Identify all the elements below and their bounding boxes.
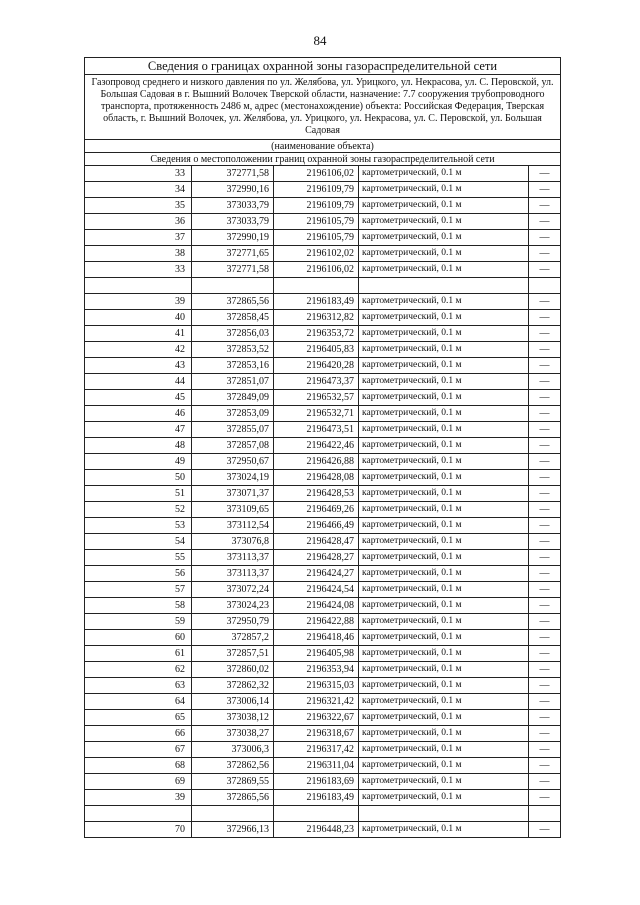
x-coordinate: 373112,54: [192, 518, 274, 534]
description-dash: —: [529, 566, 561, 582]
description-dash: —: [529, 198, 561, 214]
method-accuracy: картометрический, 0.1 м: [359, 342, 529, 358]
x-coordinate: 372857,2: [192, 630, 274, 646]
method-accuracy: картометрический, 0.1 м: [359, 646, 529, 662]
point-number: 33: [85, 166, 192, 182]
x-coordinate: 373006,14: [192, 694, 274, 710]
point-number: 55: [85, 550, 192, 566]
y-coordinate: 2196428,27: [274, 550, 359, 566]
location-caption: Сведения о местоположении границ охранной зоны газораспределительной сети: [85, 153, 561, 166]
table-row: [85, 694, 561, 710]
description-dash: —: [529, 534, 561, 550]
table-row: [85, 390, 561, 406]
table-row: [85, 246, 561, 262]
method-accuracy: картометрический, 0.1 м: [359, 198, 529, 214]
y-coordinate: 2196106,02: [274, 262, 359, 278]
y-coordinate: 2196405,83: [274, 342, 359, 358]
table-row: [85, 422, 561, 438]
point-number: 50: [85, 470, 192, 486]
method-accuracy: картометрический, 0.1 м: [359, 422, 529, 438]
description-dash: —: [529, 262, 561, 278]
y-coordinate: 2196353,72: [274, 326, 359, 342]
table-row: [85, 710, 561, 726]
description-dash: —: [529, 390, 561, 406]
table-row: [85, 166, 561, 182]
y-coordinate: 2196428,08: [274, 470, 359, 486]
x-coordinate: 372851,07: [192, 374, 274, 390]
description-dash: —: [529, 342, 561, 358]
point-number: 39: [85, 294, 192, 310]
description-dash: —: [529, 294, 561, 310]
x-coordinate: 373033,79: [192, 198, 274, 214]
table-row: [85, 262, 561, 278]
y-coordinate: 2196418,46: [274, 630, 359, 646]
method-accuracy: картометрический, 0.1 м: [359, 710, 529, 726]
point-number: 40: [85, 310, 192, 326]
description-dash: —: [529, 422, 561, 438]
point-number: 62: [85, 662, 192, 678]
x-coordinate: 372857,08: [192, 438, 274, 454]
y-coordinate: 2196322,67: [274, 710, 359, 726]
y-coordinate: [274, 806, 359, 822]
table-row: [85, 470, 561, 486]
description-dash: —: [529, 230, 561, 246]
table-row: [85, 182, 561, 198]
method-accuracy: картометрический, 0.1 м: [359, 326, 529, 342]
y-coordinate: 2196422,46: [274, 438, 359, 454]
description-dash: —: [529, 662, 561, 678]
point-number: 64: [85, 694, 192, 710]
object-name-caption: (наименование объекта): [85, 140, 561, 153]
table-row: [85, 630, 561, 646]
method-accuracy: картометрический, 0.1 м: [359, 310, 529, 326]
point-number: 45: [85, 390, 192, 406]
description-dash: —: [529, 454, 561, 470]
description-dash: —: [529, 710, 561, 726]
description-dash: —: [529, 678, 561, 694]
y-coordinate: 2196315,03: [274, 678, 359, 694]
x-coordinate: 372856,03: [192, 326, 274, 342]
description-dash: —: [529, 550, 561, 566]
y-coordinate: 2196422,88: [274, 614, 359, 630]
y-coordinate: 2196469,26: [274, 502, 359, 518]
method-accuracy: [359, 278, 529, 294]
point-number: 49: [85, 454, 192, 470]
description-dash: —: [529, 406, 561, 422]
table-row: [85, 598, 561, 614]
x-coordinate: 373024,19: [192, 470, 274, 486]
y-coordinate: 2196109,79: [274, 182, 359, 198]
x-coordinate: 372990,19: [192, 230, 274, 246]
y-coordinate: 2196428,53: [274, 486, 359, 502]
point-number: 58: [85, 598, 192, 614]
point-number: 66: [85, 726, 192, 742]
y-coordinate: 2196405,98: [274, 646, 359, 662]
description-dash: —: [529, 694, 561, 710]
point-number: 41: [85, 326, 192, 342]
x-coordinate: 372855,07: [192, 422, 274, 438]
x-coordinate: 372771,65: [192, 246, 274, 262]
x-coordinate: 373038,12: [192, 710, 274, 726]
description-dash: —: [529, 790, 561, 806]
x-coordinate: 372857,51: [192, 646, 274, 662]
description-dash: —: [529, 774, 561, 790]
table-row: [85, 502, 561, 518]
description-dash: —: [529, 214, 561, 230]
page-number: 84: [313, 33, 327, 48]
point-number: 44: [85, 374, 192, 390]
table-row: [85, 790, 561, 806]
x-coordinate: 372862,32: [192, 678, 274, 694]
y-coordinate: 2196106,02: [274, 166, 359, 182]
y-coordinate: 2196532,71: [274, 406, 359, 422]
x-coordinate: 372950,67: [192, 454, 274, 470]
table-row: [85, 310, 561, 326]
method-accuracy: картометрический, 0.1 м: [359, 566, 529, 582]
table-row: [85, 758, 561, 774]
method-accuracy: картометрический, 0.1 м: [359, 726, 529, 742]
point-number: 34: [85, 182, 192, 198]
table-title: Сведения о границах охранной зоны газораспределительной сети: [85, 58, 561, 75]
method-accuracy: картометрический, 0.1 м: [359, 742, 529, 758]
description-dash: —: [529, 182, 561, 198]
description-dash: —: [529, 614, 561, 630]
x-coordinate: 372990,16: [192, 182, 274, 198]
x-coordinate: 372771,58: [192, 166, 274, 182]
table-row: [85, 454, 561, 470]
point-number: 68: [85, 758, 192, 774]
method-accuracy: картометрический, 0.1 м: [359, 406, 529, 422]
table-row: [85, 406, 561, 422]
point-number: 37: [85, 230, 192, 246]
table-row: [85, 550, 561, 566]
point-number: 59: [85, 614, 192, 630]
table-row: [85, 230, 561, 246]
point-number: 56: [85, 566, 192, 582]
method-accuracy: картометрический, 0.1 м: [359, 774, 529, 790]
description-dash: —: [529, 518, 561, 534]
description-dash: —: [529, 726, 561, 742]
x-coordinate: 373113,37: [192, 550, 274, 566]
y-coordinate: 2196318,67: [274, 726, 359, 742]
table-row: [85, 742, 561, 758]
y-coordinate: 2196353,94: [274, 662, 359, 678]
table-row: [85, 566, 561, 582]
method-accuracy: картометрический, 0.1 м: [359, 550, 529, 566]
y-coordinate: 2196183,49: [274, 790, 359, 806]
x-coordinate: 373071,37: [192, 486, 274, 502]
y-coordinate: 2196105,79: [274, 214, 359, 230]
table-row: [85, 342, 561, 358]
table-row: [85, 646, 561, 662]
method-accuracy: картометрический, 0.1 м: [359, 502, 529, 518]
point-number: [85, 806, 192, 822]
y-coordinate: 2196448,23: [274, 822, 359, 838]
point-number: 60: [85, 630, 192, 646]
point-number: 33: [85, 262, 192, 278]
y-coordinate: 2196312,82: [274, 310, 359, 326]
y-coordinate: 2196321,42: [274, 694, 359, 710]
description-dash: —: [529, 646, 561, 662]
point-number: 39: [85, 790, 192, 806]
object-description: Газопровод среднего и низкого давления по ул. Желябова, ул. Урицкого, ул. Некрасова, ул. С. Перовской, ул. Большая Садовая в г. Вышний Волочек Тверской области, назначение: 7.7 сооружения трубопроводного транспорта, протяженность 2486 м, адрес (местонахождение) объекта: Российская Федерация, Тверская область, г. Вышний Волочек, ул. Желябова, ул. Урицкого, ул. Некрасова, ул. С. Перовской, ул. Большая Садовая: [85, 75, 561, 140]
x-coordinate: 372869,55: [192, 774, 274, 790]
x-coordinate: 372858,45: [192, 310, 274, 326]
y-coordinate: 2196317,42: [274, 742, 359, 758]
table-row: [85, 438, 561, 454]
y-coordinate: 2196424,08: [274, 598, 359, 614]
table-row: [85, 278, 561, 294]
point-number: 46: [85, 406, 192, 422]
table-row: [85, 774, 561, 790]
method-accuracy: картометрический, 0.1 м: [359, 790, 529, 806]
x-coordinate: 373038,27: [192, 726, 274, 742]
x-coordinate: 373006,3: [192, 742, 274, 758]
table-row: [85, 486, 561, 502]
description-dash: —: [529, 310, 561, 326]
method-accuracy: картометрический, 0.1 м: [359, 486, 529, 502]
method-accuracy: картометрический, 0.1 м: [359, 230, 529, 246]
x-coordinate: 372853,09: [192, 406, 274, 422]
method-accuracy: картометрический, 0.1 м: [359, 822, 529, 838]
method-accuracy: картометрический, 0.1 м: [359, 438, 529, 454]
y-coordinate: 2196473,37: [274, 374, 359, 390]
description-dash: —: [529, 470, 561, 486]
point-number: 36: [85, 214, 192, 230]
point-number: 54: [85, 534, 192, 550]
point-number: 61: [85, 646, 192, 662]
description-dash: —: [529, 630, 561, 646]
y-coordinate: 2196105,79: [274, 230, 359, 246]
x-coordinate: 372849,09: [192, 390, 274, 406]
description-dash: —: [529, 438, 561, 454]
description-dash: —: [529, 246, 561, 262]
x-coordinate: 372771,58: [192, 262, 274, 278]
y-coordinate: 2196428,47: [274, 534, 359, 550]
method-accuracy: картометрический, 0.1 м: [359, 518, 529, 534]
method-accuracy: картометрический, 0.1 м: [359, 390, 529, 406]
x-coordinate: 372865,56: [192, 790, 274, 806]
method-accuracy: картометрический, 0.1 м: [359, 678, 529, 694]
y-coordinate: 2196424,27: [274, 566, 359, 582]
point-number: 57: [85, 582, 192, 598]
method-accuracy: картометрический, 0.1 м: [359, 662, 529, 678]
table-row: [85, 198, 561, 214]
point-number: 43: [85, 358, 192, 374]
description-dash: —: [529, 166, 561, 182]
method-accuracy: картометрический, 0.1 м: [359, 262, 529, 278]
method-accuracy: [359, 806, 529, 822]
point-number: 51: [85, 486, 192, 502]
description-dash: —: [529, 486, 561, 502]
description-dash: —: [529, 822, 561, 838]
method-accuracy: картометрический, 0.1 м: [359, 214, 529, 230]
y-coordinate: 2196109,79: [274, 198, 359, 214]
method-accuracy: картометрический, 0.1 м: [359, 454, 529, 470]
point-number: 65: [85, 710, 192, 726]
point-number: 69: [85, 774, 192, 790]
y-coordinate: 2196532,57: [274, 390, 359, 406]
description-dash: —: [529, 582, 561, 598]
y-coordinate: 2196466,49: [274, 518, 359, 534]
x-coordinate: 373113,37: [192, 566, 274, 582]
description-dash: —: [529, 358, 561, 374]
table-row: [85, 726, 561, 742]
point-number: 63: [85, 678, 192, 694]
y-coordinate: 2196183,49: [274, 294, 359, 310]
table-row: [85, 518, 561, 534]
x-coordinate: 372853,52: [192, 342, 274, 358]
x-coordinate: 372862,56: [192, 758, 274, 774]
point-number: 53: [85, 518, 192, 534]
table-row: [85, 662, 561, 678]
point-number: 48: [85, 438, 192, 454]
table-row: [85, 614, 561, 630]
boundary-table: [84, 57, 561, 838]
y-coordinate: 2196311,04: [274, 758, 359, 774]
description-dash: [529, 806, 561, 822]
table-row: [85, 822, 561, 838]
x-coordinate: 372966,13: [192, 822, 274, 838]
y-coordinate: 2196420,28: [274, 358, 359, 374]
method-accuracy: картометрический, 0.1 м: [359, 166, 529, 182]
x-coordinate: [192, 278, 274, 294]
method-accuracy: картометрический, 0.1 м: [359, 358, 529, 374]
x-coordinate: 372853,16: [192, 358, 274, 374]
y-coordinate: [274, 278, 359, 294]
y-coordinate: 2196102,02: [274, 246, 359, 262]
description-dash: —: [529, 374, 561, 390]
point-number: 47: [85, 422, 192, 438]
table-row: [85, 534, 561, 550]
x-coordinate: 373072,24: [192, 582, 274, 598]
method-accuracy: картометрический, 0.1 м: [359, 534, 529, 550]
table-row: [85, 294, 561, 310]
x-coordinate: 373033,79: [192, 214, 274, 230]
x-coordinate: 372865,56: [192, 294, 274, 310]
method-accuracy: картометрический, 0.1 м: [359, 598, 529, 614]
table-row: [85, 806, 561, 822]
point-number: 35: [85, 198, 192, 214]
method-accuracy: картометрический, 0.1 м: [359, 630, 529, 646]
y-coordinate: 2196426,88: [274, 454, 359, 470]
point-number: [85, 278, 192, 294]
y-coordinate: 2196183,69: [274, 774, 359, 790]
x-coordinate: 373076,8: [192, 534, 274, 550]
table-row: [85, 678, 561, 694]
table-row: [85, 374, 561, 390]
x-coordinate: 373024,23: [192, 598, 274, 614]
point-number: 52: [85, 502, 192, 518]
x-coordinate: [192, 806, 274, 822]
y-coordinate: 2196424,54: [274, 582, 359, 598]
point-number: 70: [85, 822, 192, 838]
method-accuracy: картометрический, 0.1 м: [359, 470, 529, 486]
description-dash: —: [529, 758, 561, 774]
table-row: [85, 358, 561, 374]
x-coordinate: 373109,65: [192, 502, 274, 518]
table-row: [85, 326, 561, 342]
point-number: 38: [85, 246, 192, 262]
description-dash: [529, 278, 561, 294]
x-coordinate: 372860,02: [192, 662, 274, 678]
description-dash: —: [529, 598, 561, 614]
method-accuracy: картометрический, 0.1 м: [359, 374, 529, 390]
method-accuracy: картометрический, 0.1 м: [359, 246, 529, 262]
description-dash: —: [529, 502, 561, 518]
method-accuracy: картометрический, 0.1 м: [359, 614, 529, 630]
point-number: 67: [85, 742, 192, 758]
description-dash: —: [529, 742, 561, 758]
x-coordinate: 372950,79: [192, 614, 274, 630]
table-row: [85, 582, 561, 598]
point-number: 42: [85, 342, 192, 358]
method-accuracy: картометрический, 0.1 м: [359, 582, 529, 598]
method-accuracy: картометрический, 0.1 м: [359, 294, 529, 310]
table-row: [85, 214, 561, 230]
method-accuracy: картометрический, 0.1 м: [359, 694, 529, 710]
y-coordinate: 2196473,51: [274, 422, 359, 438]
method-accuracy: картометрический, 0.1 м: [359, 182, 529, 198]
description-dash: —: [529, 326, 561, 342]
method-accuracy: картометрический, 0.1 м: [359, 758, 529, 774]
